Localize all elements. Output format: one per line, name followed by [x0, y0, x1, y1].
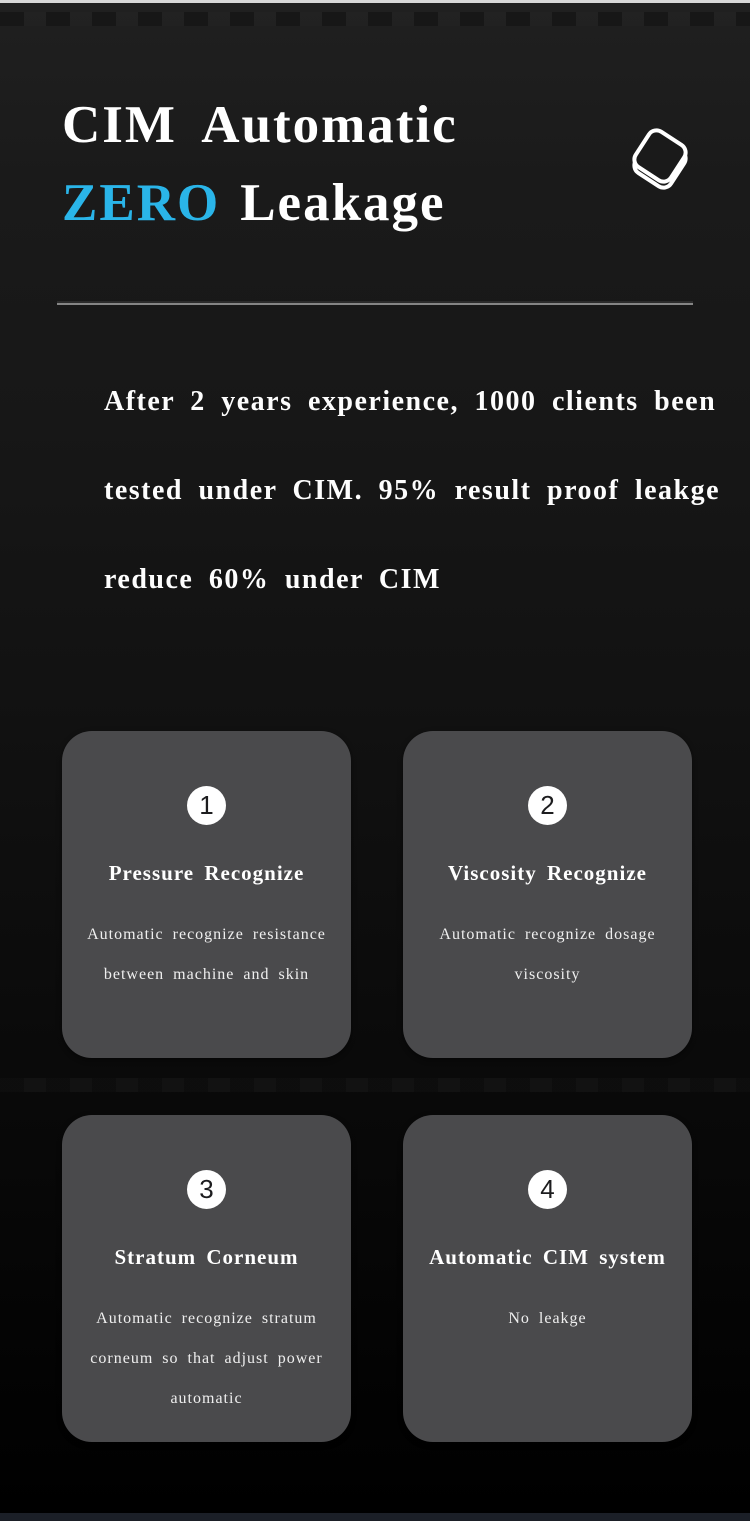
feature-card-stratum-corneum [62, 1115, 351, 1442]
feature-description-line: automatic [170, 1390, 243, 1407]
feature-description-line: viscosity [514, 966, 581, 983]
intro-line: After 2 years experience, 1000 clients been [104, 386, 717, 417]
feature-title: Pressure Recognize [108, 861, 305, 885]
feature-title: Viscosity Recognize [448, 861, 647, 885]
feature-description-line: No leakge [508, 1310, 587, 1327]
feature-description-line: corneum so that adjust power [90, 1350, 323, 1367]
page-title-accent: ZERO [62, 173, 221, 232]
bottom-strip [0, 1513, 750, 1521]
page-title [62, 94, 458, 235]
intro-line: reduce 60% under CIM [104, 564, 441, 595]
number-badge: 2 [528, 786, 567, 825]
mid-texture-band [0, 1078, 750, 1092]
header-divider [57, 303, 693, 305]
feature-description [62, 915, 351, 995]
page-title-rest: Leakage [240, 173, 446, 232]
intro-line: tested under CIM. 95% result proof leakge [104, 475, 721, 506]
page-title-line2 [62, 172, 458, 236]
book-icon [626, 124, 694, 192]
top-texture-band [0, 12, 750, 26]
top-edge-line [0, 0, 750, 3]
feature-description [62, 1299, 351, 1419]
number-badge: 4 [528, 1170, 567, 1209]
feature-card-viscosity-recognize [403, 731, 692, 1058]
feature-card-pressure-recognize [62, 731, 351, 1058]
feature-description-line: Automatic recognize dosage [439, 926, 656, 943]
intro-paragraph [104, 357, 720, 624]
feature-description-line: between machine and skin [103, 966, 310, 983]
feature-description [403, 1299, 692, 1339]
feature-title: Stratum Corneum [114, 1245, 299, 1269]
page-title-line1: CIM Automatic [62, 96, 458, 154]
number-badge: 3 [187, 1170, 226, 1209]
feature-description-line: Automatic recognize resistance [87, 926, 326, 943]
feature-description-line: Automatic recognize stratum [96, 1310, 317, 1327]
feature-title: Automatic CIM system [429, 1245, 666, 1269]
number-badge: 1 [187, 786, 226, 825]
feature-description [403, 915, 692, 995]
feature-card-automatic-cim-system [403, 1115, 692, 1442]
